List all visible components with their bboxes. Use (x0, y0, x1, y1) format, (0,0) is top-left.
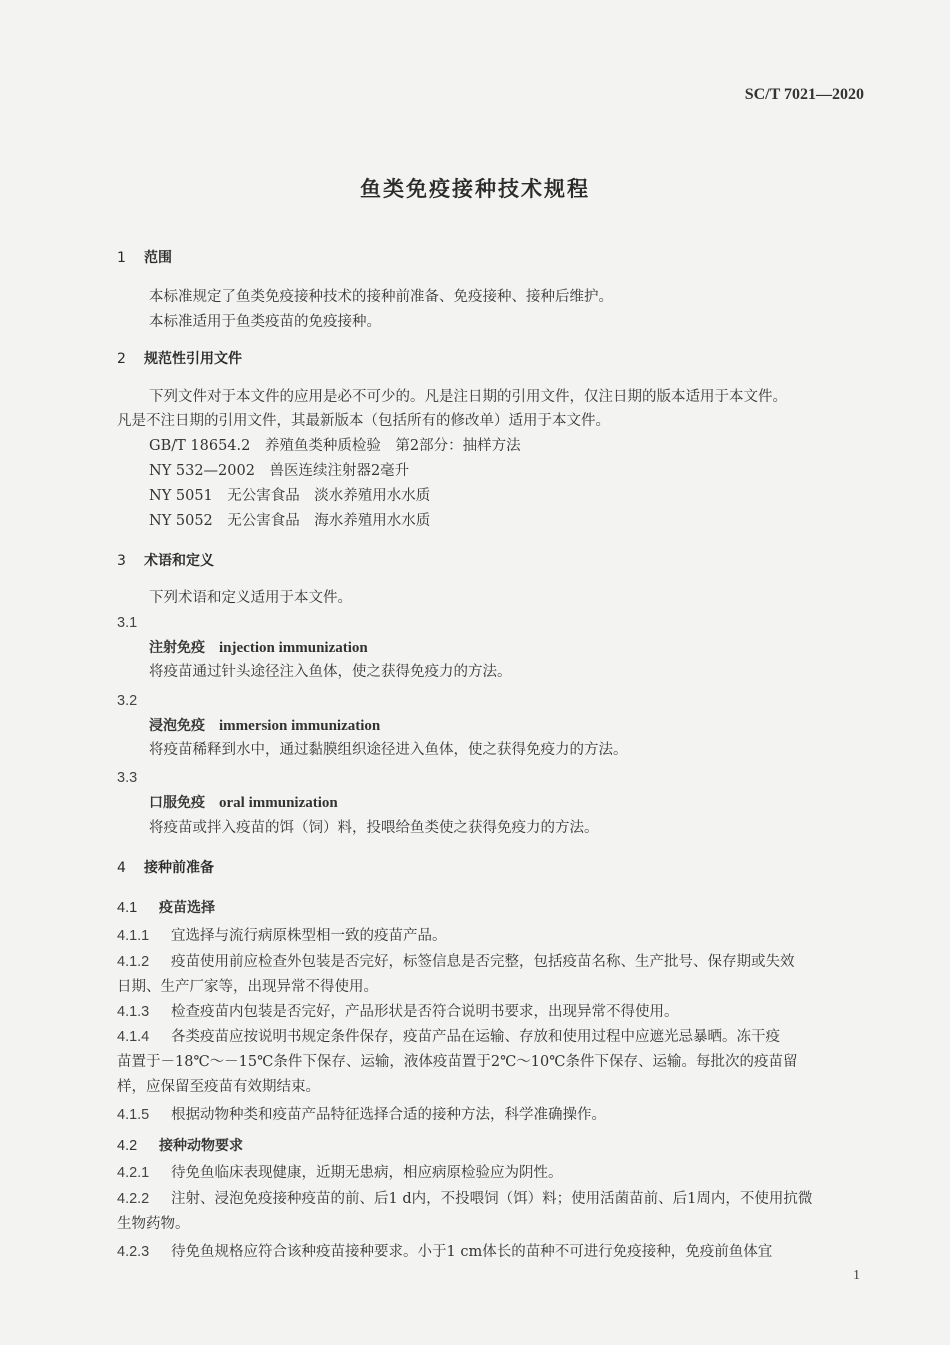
clause-4-1-5 (117, 1104, 868, 1126)
clause-text: 注射、浸泡免疫接种疫苗的前、后1 d内，不投喂饲（饵）料；使用活菌苗前、后1周内，不使用抗微 (171, 1191, 813, 1207)
term-heading (149, 792, 868, 814)
term-definition: 将疫苗稀释到水中，通过黏膜组织途径进入鱼体，使之获得免疫力的方法。 (149, 742, 628, 758)
section-title: 术语和定义 (144, 553, 214, 569)
reference-item: NY 5051 无公害食品 淡水养殖用水水质 (149, 488, 431, 504)
subsection-4-2-heading (117, 1135, 868, 1157)
clause-number: 4.1.1 (117, 928, 150, 944)
section-number: 2 (117, 351, 126, 367)
clause-text: 根据动物种类和疫苗产品特征选择合适的接种方法，科学准确操作。 (171, 1107, 606, 1123)
clause-continuation: 生物药物。 (117, 1216, 190, 1232)
paragraph-continuation: 凡是不注日期的引用文件，其最新版本（包括所有的修改单）适用于本文件。 (117, 413, 610, 429)
clause-number: 4.1.5 (117, 1107, 150, 1123)
clause-4-1-2 (117, 951, 868, 973)
clause-4-1-1 (117, 925, 868, 947)
page-number: 1 (853, 1268, 860, 1283)
section-3-heading (117, 550, 868, 572)
paragraph: 本标准规定了鱼类免疫接种技术的接种前准备、免疫接种、接种后维护。 (149, 289, 613, 305)
clause-4-1-3 (117, 1001, 868, 1023)
term-chinese: 口服免疫 (149, 795, 205, 811)
paragraph: 下列文件对于本文件的应用是必不可少的。凡是注日期的引用文件，仅注日期的版本适用于本文件。 (149, 389, 787, 405)
section-4-heading (117, 857, 868, 879)
term-number: 3.3 (117, 770, 138, 786)
document-title: 鱼类免疫接种技术规程 (360, 177, 590, 201)
clause-continuation: 苗置于－18℃～－15℃条件下保存、运输，液体疫苗置于2℃～10℃条件下保存、运输。每批次的疫苗留 (117, 1054, 798, 1070)
term-definition: 将疫苗通过针头途径注入鱼体，使之获得免疫力的方法。 (149, 664, 512, 680)
section-title: 范围 (144, 250, 172, 266)
subsection-number: 4.1 (117, 900, 138, 916)
term-english: injection immunization (219, 640, 368, 656)
paragraph: 本标准适用于鱼类疫苗的免疫接种。 (149, 314, 381, 330)
clause-continuation: 日期、生产厂家等，出现异常不得使用。 (117, 979, 378, 995)
term-english: oral immunization (219, 795, 338, 811)
term-english: immersion immunization (219, 718, 381, 734)
subsection-4-1-heading (117, 897, 868, 919)
reference-item: GB/T 18654.2 养殖鱼类种质检验 第2部分：抽样方法 (149, 438, 521, 454)
section-title: 规范性引用文件 (144, 351, 242, 367)
clause-number: 4.2.3 (117, 1244, 150, 1260)
clause-number: 4.2.2 (117, 1191, 150, 1207)
term-chinese: 注射免疫 (149, 640, 205, 656)
term-heading (149, 715, 868, 737)
term-heading (149, 637, 868, 659)
clause-4-2-1 (117, 1162, 868, 1184)
term-chinese: 浸泡免疫 (149, 718, 205, 734)
clause-text: 待免鱼临床表现健康，近期无患病，相应病原检验应为阴性。 (171, 1165, 563, 1181)
subsection-number: 4.2 (117, 1138, 138, 1154)
clause-number: 4.2.1 (117, 1165, 150, 1181)
clause-text: 检查疫苗内包装是否完好，产品形状是否符合说明书要求，出现异常不得使用。 (171, 1004, 679, 1020)
section-number: 1 (117, 250, 126, 266)
reference-item: NY 5052 无公害食品 海水养殖用水水质 (149, 513, 431, 529)
clause-text: 疫苗使用前应检查外包装是否完好，标签信息是否完整，包括疫苗名称、生产批号、保存期或失效 (171, 954, 795, 970)
section-1-heading (117, 247, 868, 269)
subsection-title: 接种动物要求 (159, 1138, 243, 1154)
term-number: 3.1 (117, 615, 138, 631)
section-title: 接种前准备 (144, 860, 214, 876)
term-definition: 将疫苗或拌入疫苗的饵（饲）料，投喂给鱼类使之获得免疫力的方法。 (149, 820, 599, 836)
section-2-heading (117, 348, 868, 370)
term-number: 3.2 (117, 693, 138, 709)
clause-number: 4.1.3 (117, 1004, 150, 1020)
section-number: 4 (117, 860, 126, 876)
subsection-title: 疫苗选择 (159, 900, 215, 916)
paragraph: 下列术语和定义适用于本文件。 (149, 590, 352, 606)
reference-item: NY 532—2002 兽医连续注射器2毫升 (149, 463, 410, 479)
clause-text: 各类疫苗应按说明书规定条件保存，疫苗产品在运输、存放和使用过程中应遮光忌暴晒。冻干疫 (171, 1029, 780, 1045)
clause-4-1-4 (117, 1026, 868, 1048)
clause-4-2-2 (117, 1188, 868, 1210)
standard-code: SC/T 7021—2020 (744, 86, 864, 103)
clause-text: 待免鱼规格应符合该种疫苗接种要求。小于1 cm体长的苗种不可进行免疫接种，免疫前鱼体宜 (171, 1244, 773, 1260)
clause-number: 4.1.4 (117, 1029, 150, 1045)
clause-text: 宜选择与流行病原株型相一致的疫苗产品。 (171, 928, 447, 944)
clause-4-2-3 (117, 1241, 868, 1263)
clause-continuation: 样，应保留至疫苗有效期结束。 (117, 1079, 320, 1095)
section-number: 3 (117, 553, 126, 569)
clause-number: 4.1.2 (117, 954, 150, 970)
